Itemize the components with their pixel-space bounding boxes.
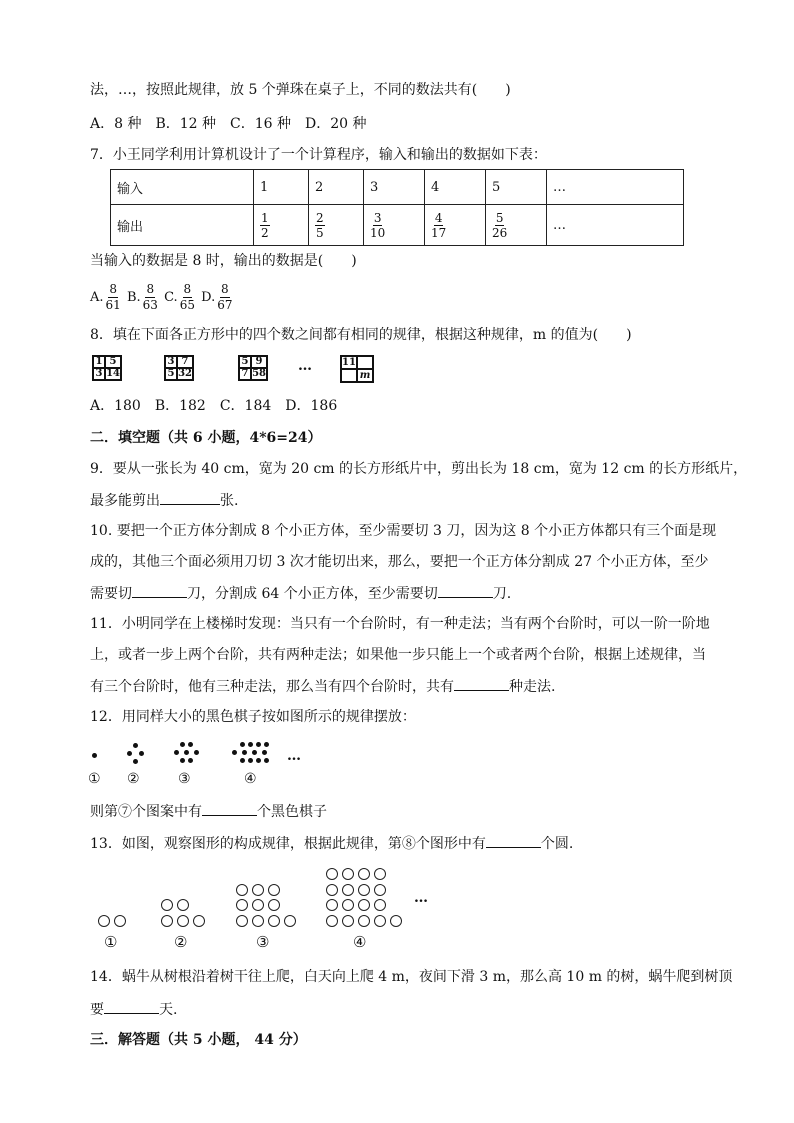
circle <box>236 899 248 911</box>
chess-piece <box>242 750 247 755</box>
q10-line1: 10. 要把一个正方体分割成 8 个小正方体，至少需要切 3 刀，因为这 8 个小正方体都只有三个面是现 <box>90 523 717 539</box>
circle <box>358 868 370 880</box>
chess-piece <box>248 758 253 763</box>
circle <box>252 884 264 896</box>
table-cell <box>254 205 309 246</box>
q12-stem: 12．用同样大小的黑色棋子按如图所示的规律摆放： <box>90 709 416 725</box>
circle <box>374 915 386 927</box>
table-cell <box>309 205 364 246</box>
figure-label: ① <box>88 771 101 787</box>
number-square: 5 9 7 58 <box>238 355 268 381</box>
table-cell: 3 <box>364 170 425 205</box>
table-row <box>111 205 684 246</box>
table-cell: … <box>547 205 684 246</box>
chess-piece <box>232 750 237 755</box>
circle <box>177 899 189 911</box>
q8-stem: 8．填在下面各正方形中的四个数之间都有相同的规律，根据这种规律，m 的值为( ) <box>90 327 632 343</box>
option-label: D. <box>201 290 216 305</box>
fraction: $\frac{8}{61}$ <box>105 282 121 312</box>
q12-answer: 则第⑦个图案中有 个黑色棋子 <box>90 801 327 822</box>
circle <box>252 899 264 911</box>
q6-text: 法，…，按照此规律，放 5 个弹珠在桌子上，不同的数法共有( ) <box>90 82 511 98</box>
circle <box>342 899 354 911</box>
q7-options <box>90 282 234 313</box>
q6-options: A．8 种 B．12 种 C．16 种 D．20 种 <box>90 116 367 132</box>
chess-piece <box>139 751 144 756</box>
q13-stem: 13．如图，观察图形的构成规律，根据此规律，第⑧个图形中有 个圆. <box>90 833 573 854</box>
chess-piece <box>188 742 193 747</box>
fraction: $\frac{5}{26}$ <box>492 210 508 240</box>
q10-line3: 需要切 刀，分割成 64 个小正方体，至少需要切 刀. <box>90 583 511 604</box>
fraction: $\frac{8}{67}$ <box>217 282 233 312</box>
figure-label: ③ <box>178 771 191 787</box>
q9-line1: 9．要从一张长为 40 cm，宽为 20 cm 的长方形纸片中，剪出长为 18 cm，宽为 12 cm 的长方形纸片， <box>90 461 748 477</box>
number-square: 11 m <box>340 355 374 383</box>
chess-piece <box>133 743 138 748</box>
circle <box>268 884 280 896</box>
q11-line1: 11．小明同学在上楼梯时发现：当只有一个台阶时，有一种走法；当有两个台阶时，可以一阶一阶地 <box>90 616 710 632</box>
number-square: 3 7 5 32 <box>164 355 194 381</box>
chess-piece <box>92 753 97 758</box>
chess-piece <box>184 750 189 755</box>
io-table <box>110 169 684 246</box>
answer-blank[interactable] <box>438 583 493 598</box>
q11-line2: 上，或者一步上两个台阶，共有两种走法；如果他一步只能上一个或者两个台阶，根据上述规律，当 <box>90 647 706 663</box>
circle <box>374 899 386 911</box>
circle <box>326 915 338 927</box>
option-label: C. <box>164 290 178 305</box>
circle <box>284 915 296 927</box>
circle <box>342 868 354 880</box>
circle <box>342 884 354 896</box>
answer-blank[interactable] <box>454 676 509 691</box>
table-row <box>111 170 684 205</box>
q10-line2: 成的，其他三个面必须用刀切 3 次才能切出来，那么，要把一个正方体分割成 27 个小正方体，至少 <box>90 554 709 570</box>
chess-piece <box>127 751 132 756</box>
chess-piece <box>174 750 179 755</box>
circle <box>358 899 370 911</box>
answer-blank[interactable] <box>104 999 159 1014</box>
number-square: 1 5 3 14 <box>92 355 122 381</box>
table-cell: 5 <box>486 170 547 205</box>
table-cell: 1 <box>254 170 309 205</box>
chess-piece <box>133 759 138 764</box>
chess-piece <box>264 758 269 763</box>
chess-piece <box>264 742 269 747</box>
fraction: $\frac{8}{65}$ <box>179 282 195 312</box>
section-heading: 三．解答题（共 5 小题， 44 分） <box>90 1032 307 1048</box>
chess-piece <box>256 742 261 747</box>
fraction: $\frac{8}{63}$ <box>142 282 158 312</box>
circle <box>358 884 370 896</box>
circle <box>390 915 402 927</box>
option-label: B. <box>126 290 141 305</box>
chess-piece <box>180 758 185 763</box>
table-cell <box>364 205 425 246</box>
q7-question: 当输入的数据是 8 时，输出的数据是( ) <box>90 253 357 269</box>
table-cell <box>425 205 486 246</box>
circle <box>161 915 173 927</box>
ellipsis: … <box>287 748 301 764</box>
circle <box>326 884 338 896</box>
circle <box>236 915 248 927</box>
q14-line2: 要 天. <box>90 999 177 1020</box>
circle <box>177 915 189 927</box>
circle <box>114 915 126 927</box>
circle <box>268 915 280 927</box>
q9-line2: 最多能剪出 张. <box>90 490 238 511</box>
ellipsis: … <box>298 358 312 374</box>
fraction: $\frac{3}{10}$ <box>370 210 386 240</box>
answer-blank[interactable] <box>132 583 187 598</box>
fraction: $\frac{4}{17}$ <box>431 210 447 240</box>
q8-options: A．180 B．182 C．184 D．186 <box>90 398 338 414</box>
chess-piece <box>248 742 253 747</box>
figure-label: ② <box>127 771 140 787</box>
q11-line3: 有三个台阶时，他有三种走法，那么当有四个台阶时，共有 种走法. <box>90 676 555 697</box>
circle <box>358 915 370 927</box>
chess-piece <box>180 742 185 747</box>
chess-piece <box>252 750 257 755</box>
chess-piece <box>256 758 261 763</box>
answer-blank[interactable] <box>202 801 257 816</box>
figure-label: ① <box>104 933 118 951</box>
table-cell: 4 <box>425 170 486 205</box>
section-heading: 二．填空题（共 6 小题，4*6=24） <box>90 430 322 446</box>
chess-piece <box>188 758 193 763</box>
chess-piece <box>240 742 245 747</box>
table-cell <box>486 205 547 246</box>
circle <box>161 899 173 911</box>
table-cell: 输出 <box>111 205 254 246</box>
figure-label: ③ <box>256 933 270 951</box>
table-cell: 输入 <box>111 170 254 205</box>
circle <box>268 899 280 911</box>
chess-piece <box>240 758 245 763</box>
figure-label: ④ <box>353 933 367 951</box>
table-cell: … <box>547 170 684 205</box>
circle <box>374 868 386 880</box>
chess-piece <box>194 750 199 755</box>
circle <box>342 915 354 927</box>
q14-line1: 14．蜗牛从树根沿着树干往上爬，白天向上爬 4 m，夜间下滑 3 m，那么高 10 m 的树，蜗牛爬到树顶 <box>90 969 733 985</box>
ellipsis: … <box>414 890 428 906</box>
q7-stem: 7．小王同学利用计算机设计了一个计算程序，输入和输出的数据如下表： <box>90 147 547 163</box>
chess-piece <box>262 750 267 755</box>
fraction: $\frac{2}{5}$ <box>316 210 324 240</box>
circle <box>98 915 110 927</box>
circle <box>374 884 386 896</box>
answer-blank[interactable] <box>160 490 220 505</box>
table-cell: 2 <box>309 170 364 205</box>
figure-label: ④ <box>244 771 257 787</box>
circle <box>193 915 205 927</box>
option-label: A. <box>90 290 104 305</box>
fraction: $\frac{1}{2}$ <box>261 210 269 240</box>
circle <box>326 868 338 880</box>
figure-label: ② <box>174 933 188 951</box>
circle <box>236 884 248 896</box>
circle <box>326 899 338 911</box>
circle <box>252 915 264 927</box>
answer-blank[interactable] <box>486 833 541 848</box>
